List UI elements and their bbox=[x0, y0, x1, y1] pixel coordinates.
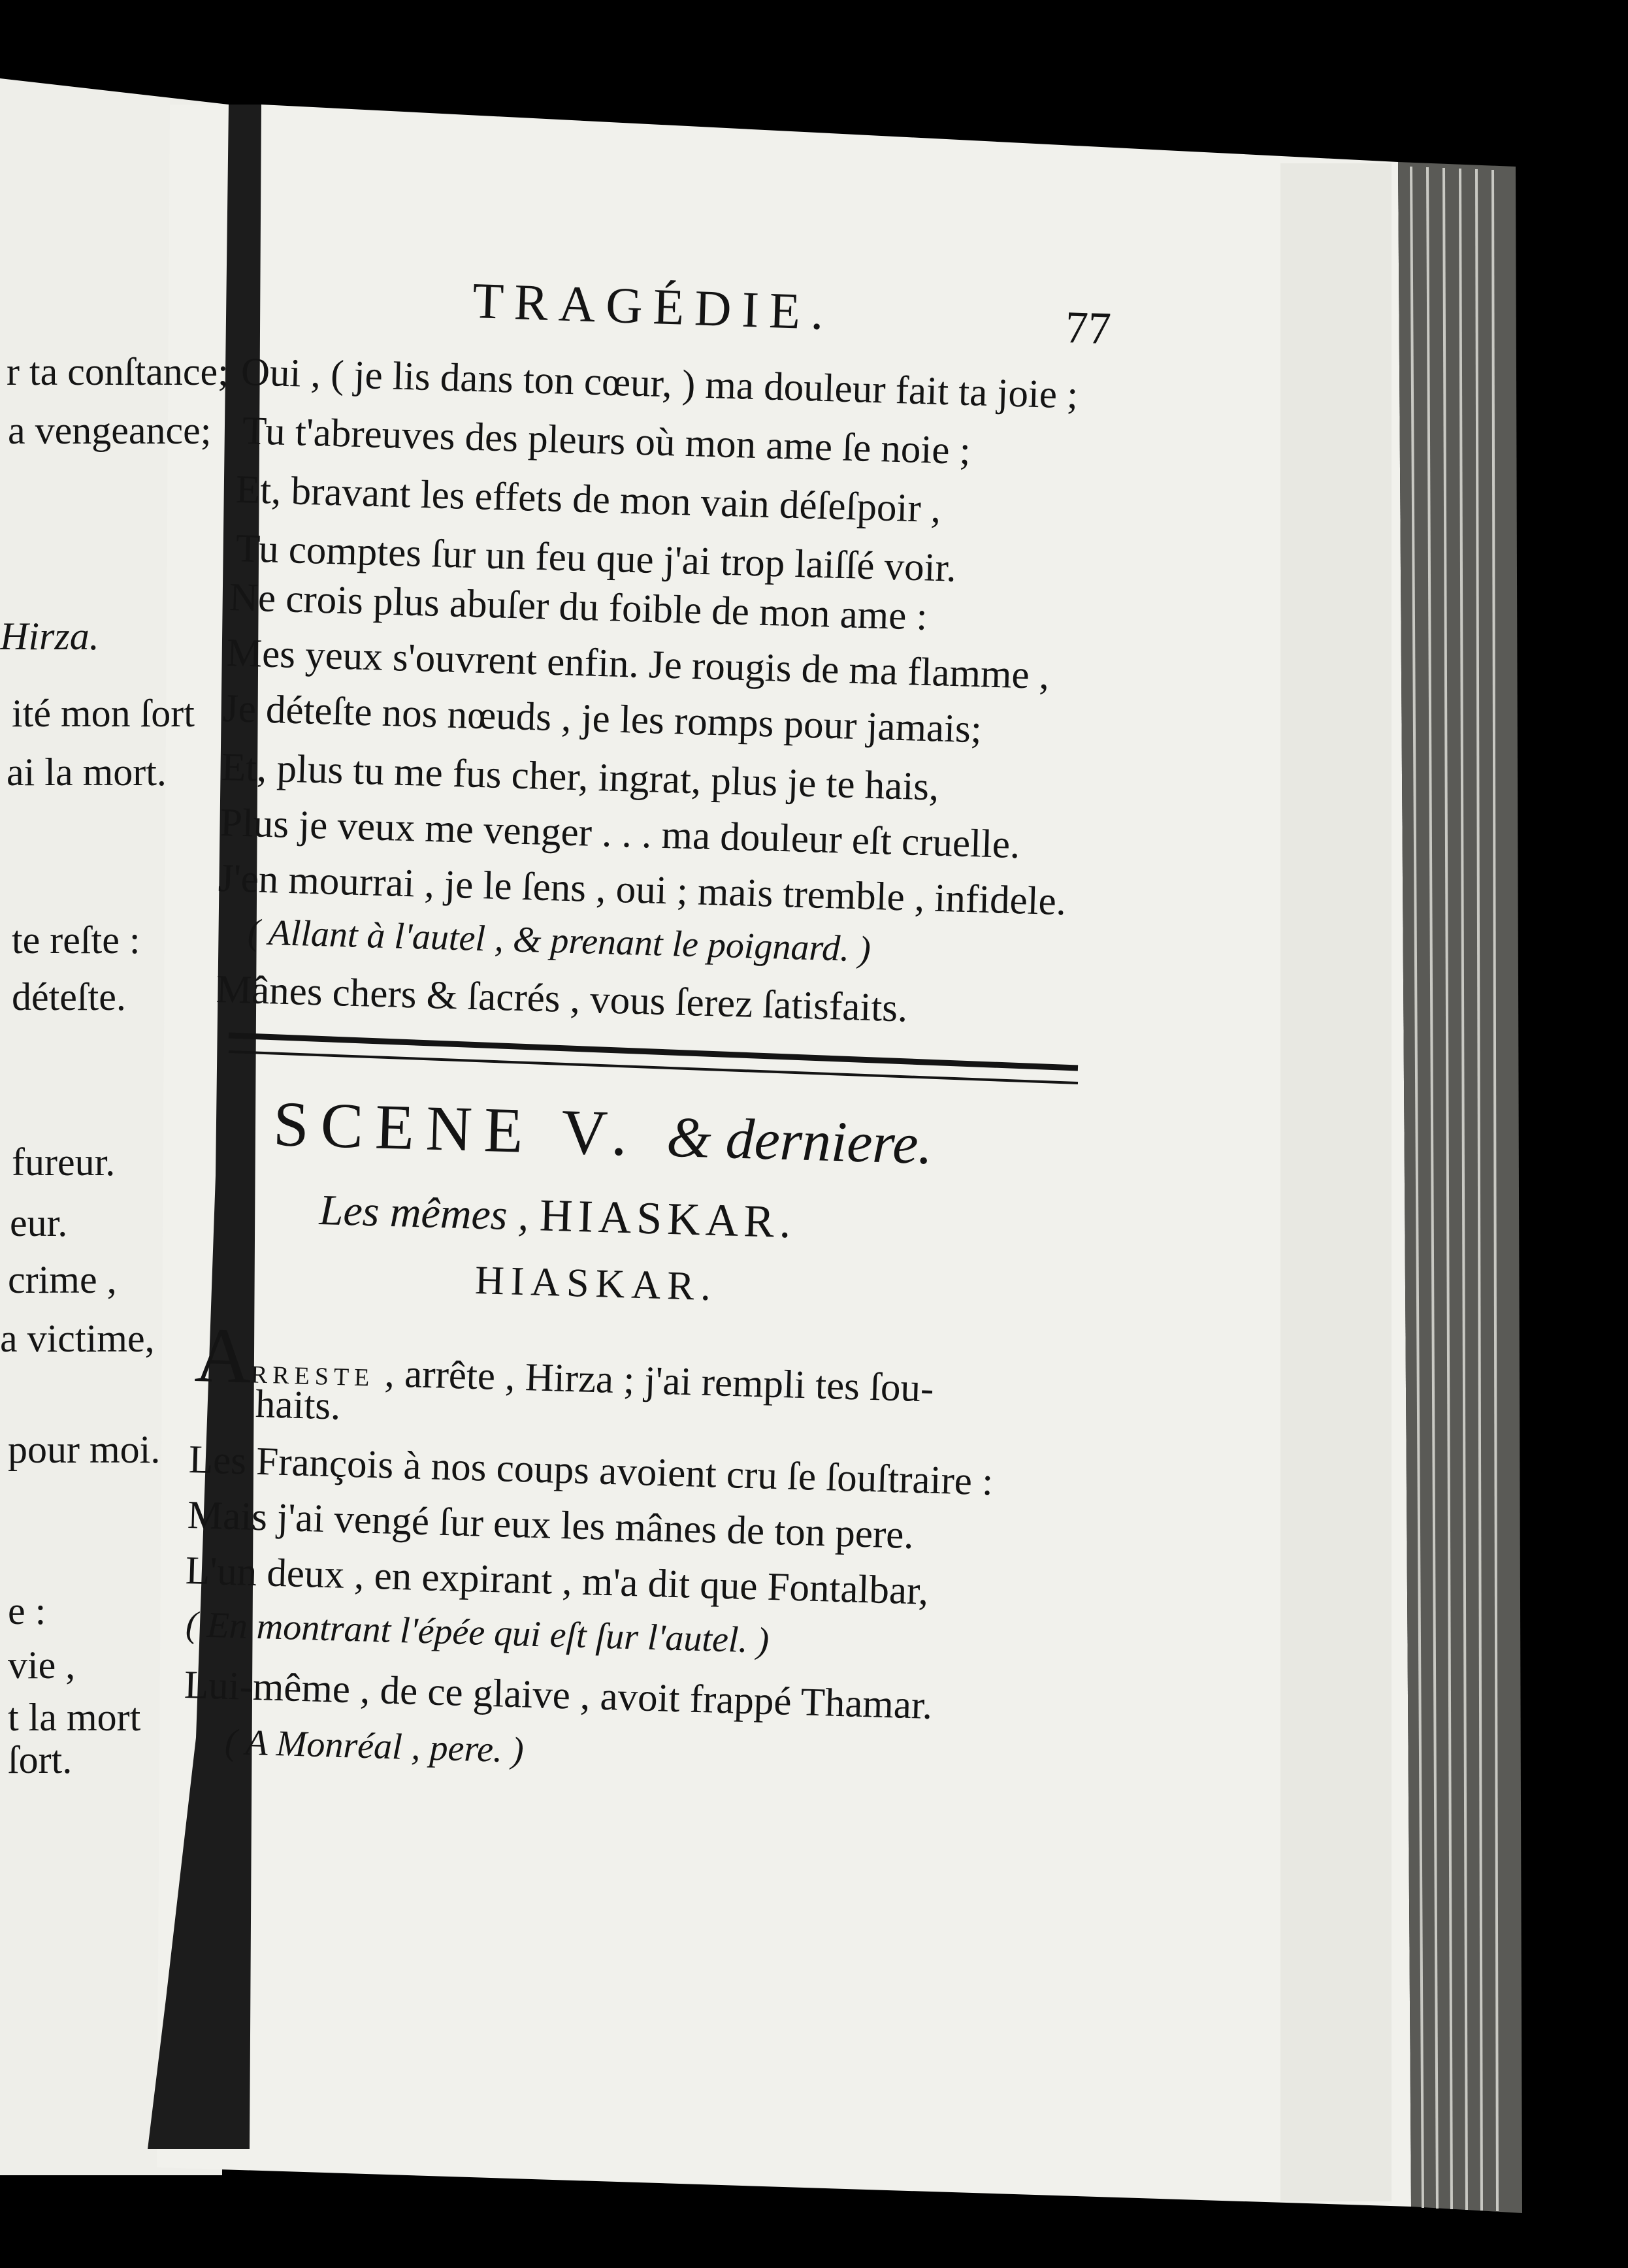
scene-heading-italic: & derniere. bbox=[665, 1105, 934, 1177]
left-page-line: vie , bbox=[8, 1644, 76, 1687]
left-page-line: ai la mort. bbox=[7, 751, 167, 794]
speech-line-1-rest: , arrête , Hirza ; j'ai rempli tes ſou- bbox=[383, 1352, 935, 1411]
left-page-line: crime , bbox=[8, 1258, 117, 1301]
left-page-line: ſort. bbox=[8, 1738, 73, 1781]
running-head: TRAGÉDIE. bbox=[472, 271, 836, 341]
left-page-line: t la mort bbox=[8, 1696, 141, 1739]
stage-direction: ( Allant à l'autel , & prenant le poignard. ) bbox=[247, 911, 871, 970]
verse-line: Et, plus tu me fus cher, ingrat, plus je te hais, bbox=[221, 745, 940, 809]
verse-line: Plus je veux me venger . . . ma douleur eſt cruelle. bbox=[220, 800, 1021, 867]
left-page-line: r ta conſtance; bbox=[7, 350, 229, 393]
left-page-line: e : bbox=[8, 1589, 46, 1632]
drop-cap: A bbox=[193, 1310, 253, 1400]
persons-italic: Les mêmes , bbox=[318, 1186, 530, 1240]
left-page-line: pour moi. bbox=[8, 1428, 161, 1471]
speech-line-3: Les François à nos coups avoient cru ſe ſouſtraire : bbox=[188, 1437, 994, 1504]
verse-line: Ne crois plus abuſer du foible de mon ame : bbox=[229, 575, 928, 639]
speech-line-5: L'un deux , en expirant , m'a dit que Fontalbar, bbox=[185, 1548, 930, 1613]
verse-line: Tu comptes ſur un feu que j'ai trop laiſſé voir. bbox=[235, 526, 957, 591]
left-page-line: Hirza. bbox=[0, 615, 99, 658]
left-page-line: a victime, bbox=[0, 1317, 155, 1360]
verse-line: Mânes chers & ſacrés , vous ſerez ſatisfaits. bbox=[216, 967, 909, 1031]
speech-line-4: Mais j'ai vengé ſur eux les mânes de ton pere. bbox=[187, 1493, 915, 1558]
scene-heading-main: SCENE V. bbox=[272, 1088, 640, 1170]
verse-line: Tu t'abreuves des pleurs où mon ame ſe noie ; bbox=[242, 408, 971, 474]
verse-line: Et, bravant les effets de mon vain déſeſpoir , bbox=[235, 467, 942, 532]
speech-stage-direction: ( En montrant l'épée qui eſt ſur l'autel. ) bbox=[185, 1604, 770, 1661]
speech-line-6: Lui-même , de ce glaive , avoit frappé Thamar. bbox=[184, 1662, 934, 1728]
verse-line: Oui , ( je lis dans ton cœur, ) ma douleur fait ta joie ; bbox=[240, 349, 1079, 417]
speech-smallcaps: RRESTE bbox=[250, 1361, 375, 1392]
page-shadow bbox=[1280, 163, 1392, 2201]
speaker-name: HIASKAR. bbox=[474, 1257, 718, 1310]
persons-caps: HIASKAR. bbox=[538, 1190, 797, 1248]
speech-stage-direction-2: ( A Monréal , pere. ) bbox=[224, 1721, 525, 1771]
left-page-line: fureur. bbox=[12, 1141, 116, 1184]
speech-line-2: haits. bbox=[255, 1382, 342, 1429]
verse-line: Je déteſte nos nœuds , je les romps pour jamais; bbox=[222, 686, 983, 752]
left-page-line: ité mon ſort bbox=[12, 692, 195, 735]
left-page-line: eur. bbox=[10, 1201, 68, 1244]
left-page-line: te reſte : bbox=[12, 918, 140, 962]
left-page-line: déteſte. bbox=[12, 975, 126, 1018]
verse-line: Mes yeux s'ouvrent enfin. Je rougis de ma flamme , bbox=[226, 630, 1050, 698]
left-page-line: a vengeance; bbox=[8, 409, 212, 452]
verse-line: J'en mourrai , je le ſens , oui ; mais tremble , infidele. bbox=[218, 856, 1067, 924]
page-number: 77 bbox=[1064, 302, 1112, 355]
